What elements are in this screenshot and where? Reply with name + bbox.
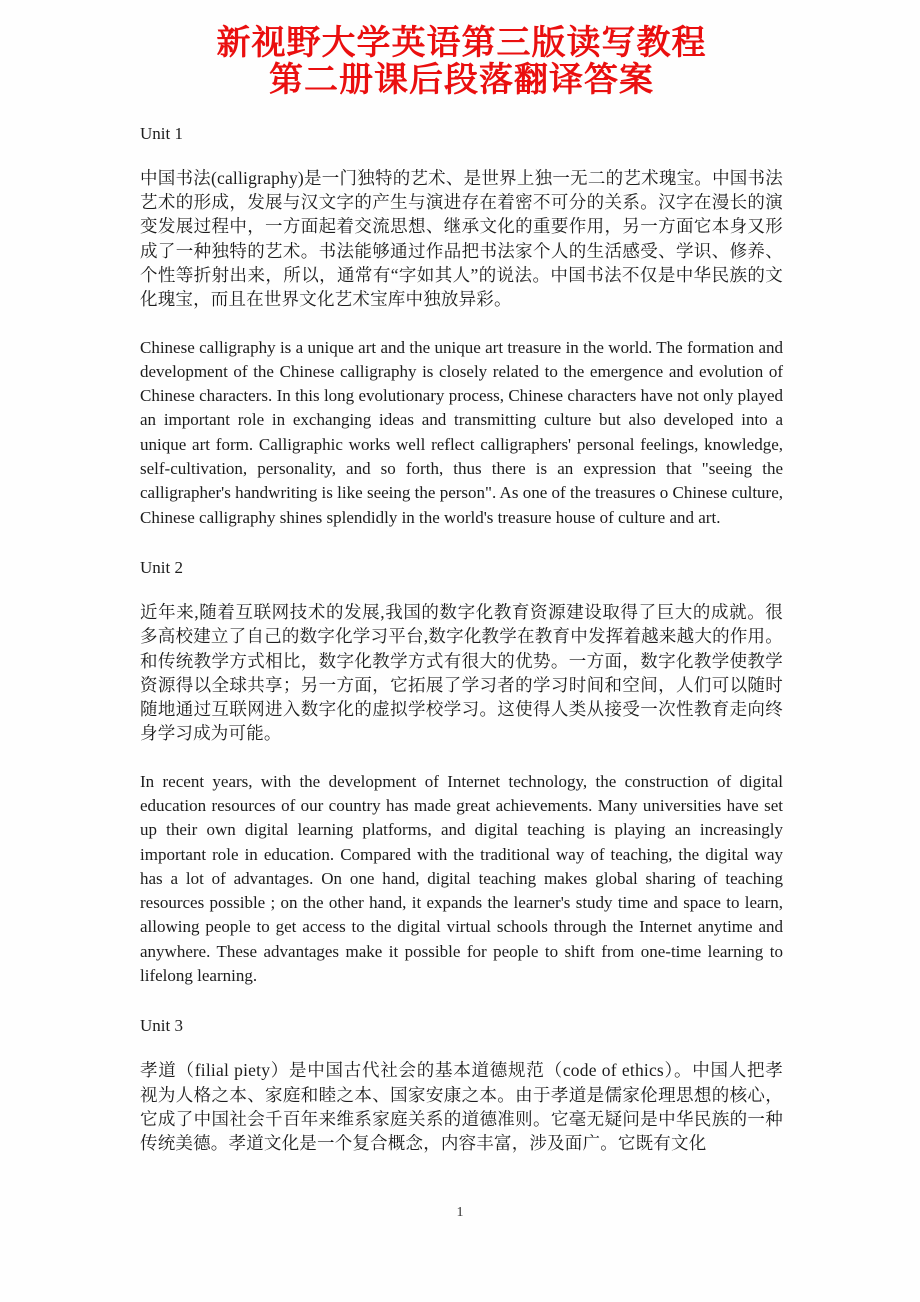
unit-2-chinese-paragraph: 近年来,随着互联网技术的发展,我国的数字化教育资源建设取得了巨大的成就。很多高校建立了自己的数字化学习平台,数字化教学在教育中发挥着越来越大的作用。和传统教学方式相比，数字化教学方式有很大的优势。一方面，数字化教学使教学资源得以全球共享；另一方面，它拓展了学习者的学习时间和空间，人们可以随时随地通过互联网进入数字化的虚拟学校学习。这使得人类从接受一次性教育走向终身学习成为可能。 [140,601,783,744]
unit-2-english-paragraph: In recent years, with the development of Internet technology, the construction of digital education resources of our country has made great achievements. Many universities have set up their own digital learning platforms, and digital teaching is playing an increasingly important role in education. Compared with the traditional way of teaching, the digital way has a lot of advantages. On one hand, digital teaching makes global sharing of teaching resources possible ; on the other hand, it expands the learner's study time and space to learn, allowing people to get access to the digital virtual schools through the Internet anytime and anywhere. These advantages make it possible for people to shift from one-time learning to lifelong learning. [140,771,783,986]
unit-1-chinese-paragraph: 中国书法(calligraphy)是一门独特的艺术、是世界上独一无二的艺术瑰宝。中国书法艺术的形成，发展与汉文字的产生与演进存在着密不可分的关系。汉字在漫长的演变发展过程中，一方面起着交流思想、继承文化的重要作用，另一方面它本身又形成了一种独特的艺术。书法能够通过作品把书法家个人的生活感受、学识、修养、个性等折射出来，所以，通常有“字如其人”的说法。中国书法不仅是中华民族的文化瑰宝，而且在世界文化艺术宝库中独放异彩。 [140,167,783,310]
title-line-1: 新视野大学英语第三版读写教程 [216,25,707,62]
unit-3-heading: Unit 3 [140,1016,183,1036]
document-title [140,25,783,99]
unit-3-chinese-paragraph: 孝道（filial piety）是中国古代社会的基本道德规范（code of ethics）。中国人把孝视为人格之本、家庭和睦之本、国家安康之本。由于孝道是儒家伦理思想的核心，它成了中国社会千百年来维系家庭关系的道德准则。它毫无疑问是中华民族的一种传统美德。孝道文化是一个复合概念，内容丰富，涉及面广。它既有文化 [140,1060,783,1154]
title-line-2: 第二册课后段落翻译答案 [269,62,654,99]
unit-1-english-paragraph: Chinese calligraphy is a unique art and the unique art treasure in the world. The formation and development of the Chinese calligraphy is closely related to the emergence and evolution of Chinese characters. In this long evolutionary process, Chinese characters have not only played an important role in exchanging ideas and transmitting culture but also developed into a unique art form. Calligraphic works well reflect calligraphers' personal feelings, knowledge, self-cultivation, personality, and so forth, thus there is an expression that "seeing the calligrapher's handwriting is like seeing the person". As one of the treasures o Chinese culture, Chinese calligraphy shines splendidly in the world's treasure house of culture and art. [140,337,783,527]
unit-2-heading: Unit 2 [140,557,183,577]
page-number: 1 [456,1205,464,1220]
unit-1-heading: Unit 1 [140,123,183,143]
